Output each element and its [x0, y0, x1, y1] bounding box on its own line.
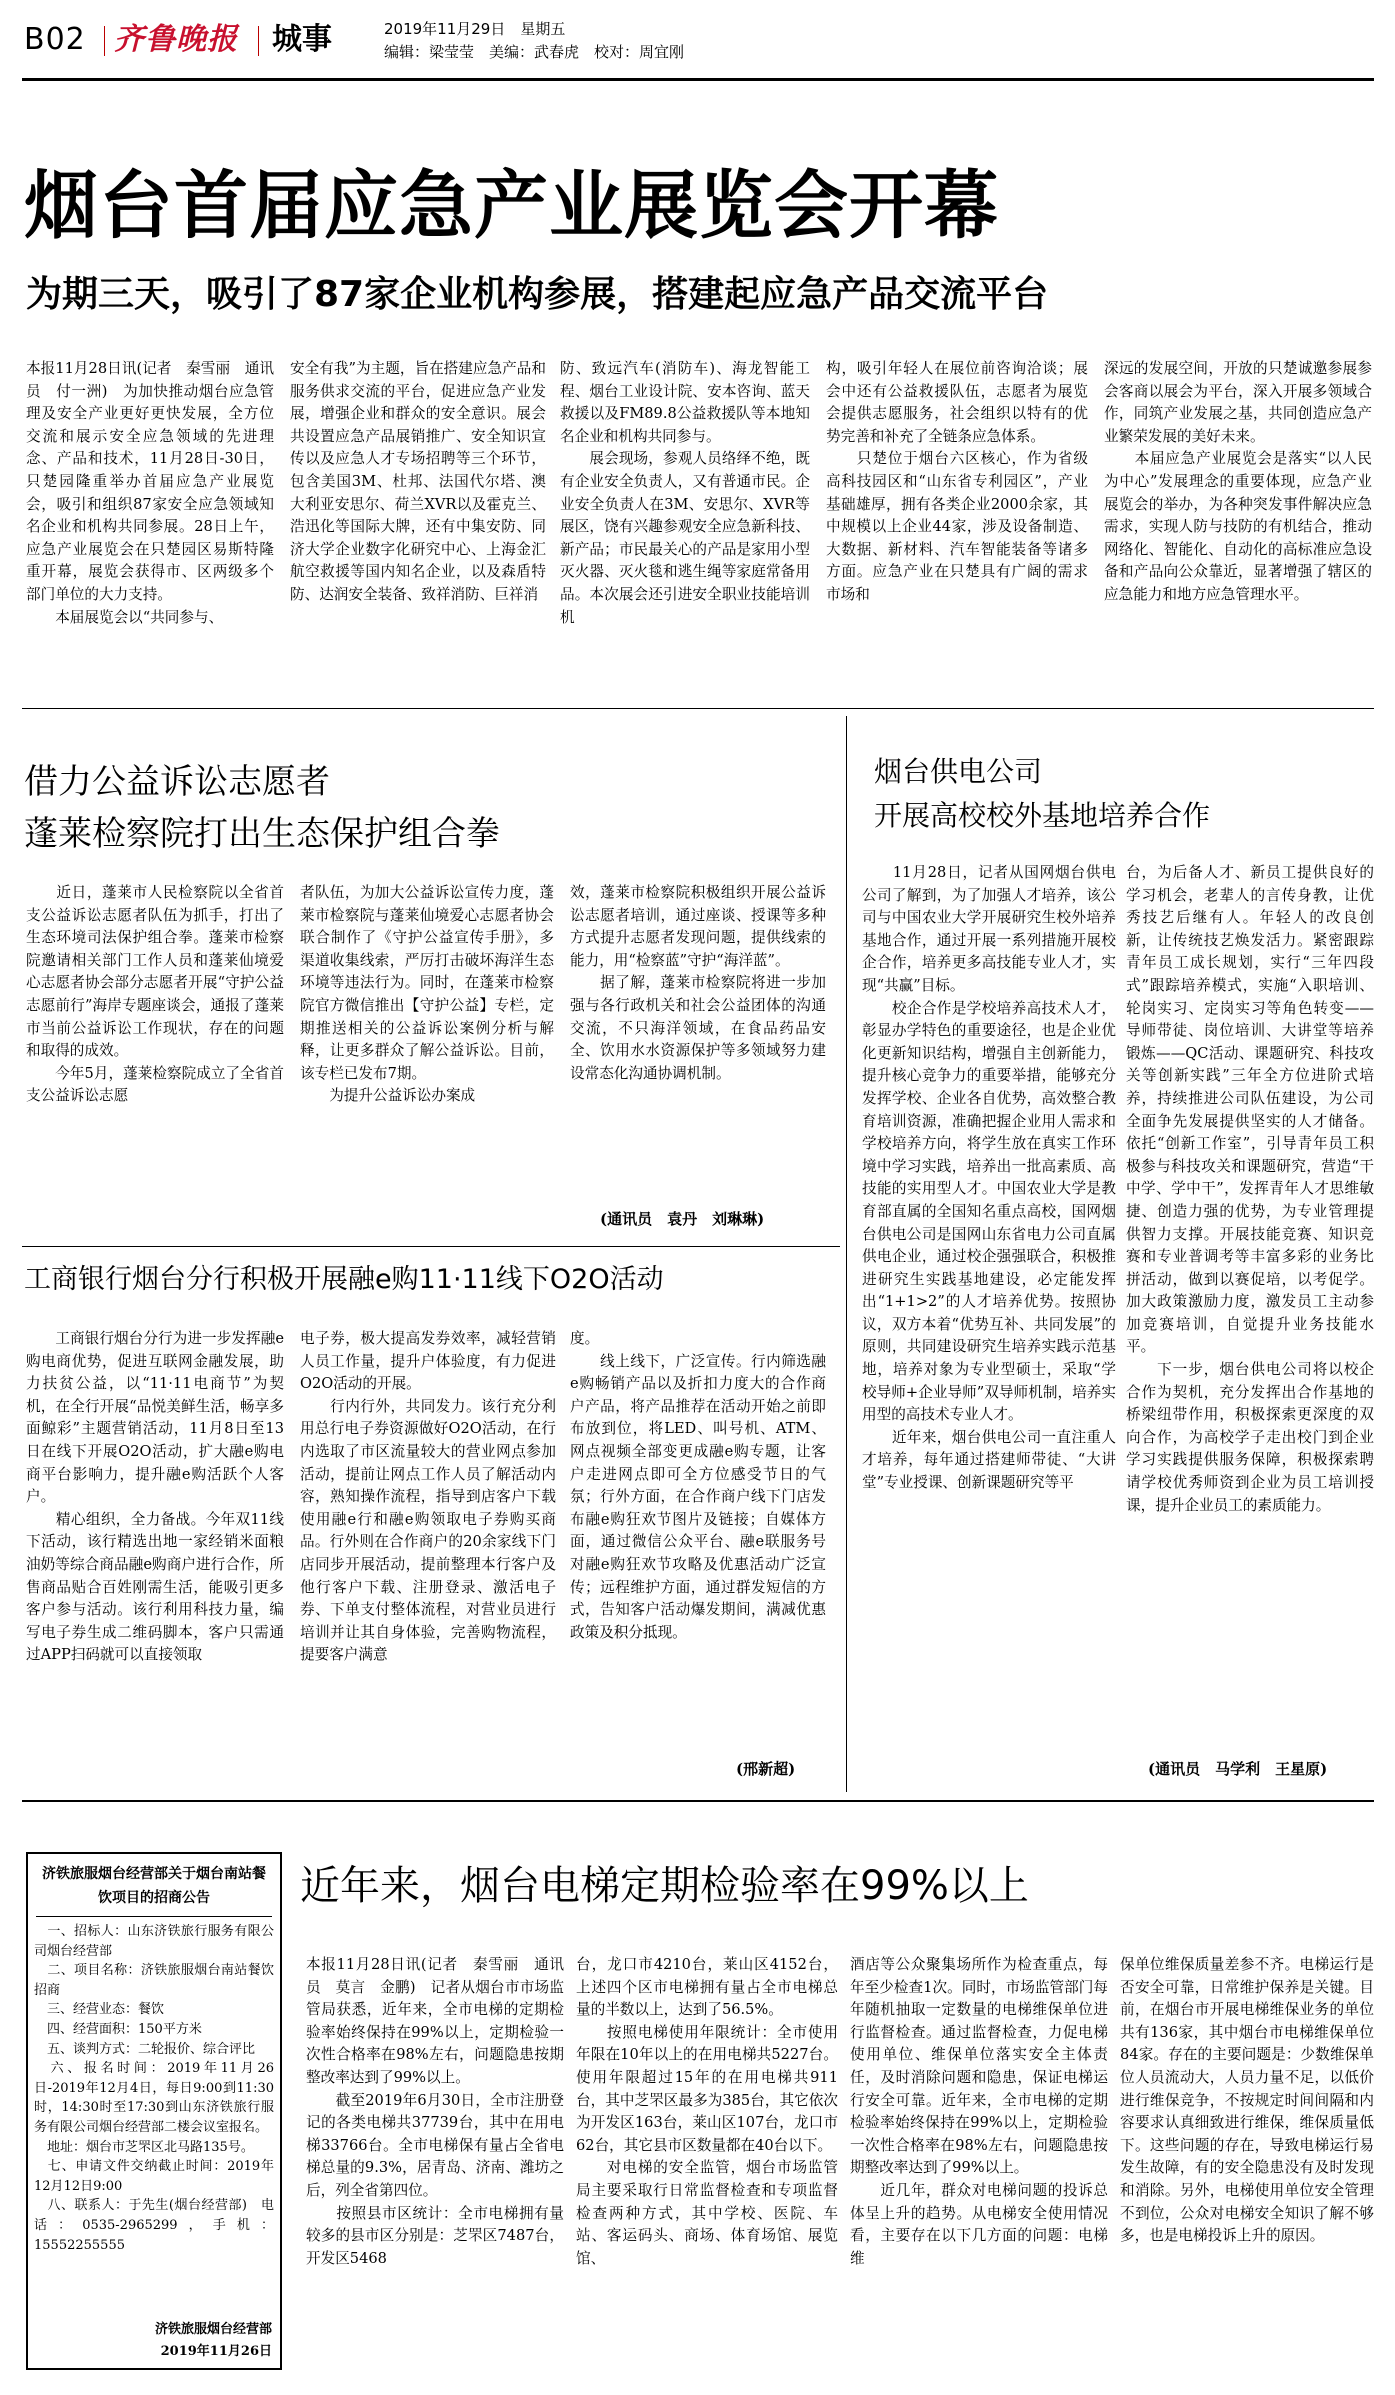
masthead-rule [22, 78, 1374, 81]
section-rule [22, 1800, 1374, 1802]
notice-body: 一、招标人：山东济铁旅行服务有限公司烟台经营部 二、项目名称：济铁旅服烟台南站餐饮招商 三、经营业态：餐饮 四、经营面积：150平方米 五、谈判方式：二轮报价、综合评比 六、报名时间：2019年11月26日-2019年12月4日，每日9:00到11:30时，14:30时至17:30到山东济铁旅行服务有限公司烟台经营部二楼会议室报名。 地址：烟台市芝罘区北马路135号。 七、申请文件交纳截止时间：2019年12月12日9:00 八、联系人：于先生(烟台经营部) 电话：0535-2965299，手机：15552255555 [34, 1924, 274, 2253]
elevator-column-3: 酒店等公众聚集场所作为检查重点，每年至少检查1次。同时，市场监管部门每年随机抽取一定数量的电梯维保单位进行监督检查。通过监督检查，力促电梯使用单位、维保单位落实安全主体责任，及时消除问题和隐患，保证电梯运行安全可靠。近年来，全市电梯的定期检验率始终保持在99%以上，定期检验一次性合格率在98%左右，问题隐患按期整改率达到了99%以上。 近几年，群众对电梯问题的投诉总体呈上升的趋势。从电梯安全使用情况看，主要存在以下几方面的问题：电梯维 [850, 1956, 1108, 2267]
icbc-column-2: 电子券，极大提高发券效率，减轻营销人员工作量，提升户体验度，有力促进O2O活动的开展。 行内行外，共同发力。该行充分利用总行电子券资源做好O2O活动，在行内选取了市区流量较大的营业网点参加活动，提前让网点工作人员了解活动内容，熟知操作流程，指导到店客户下载使用融e行和融e购领取电子券购买商品。行外则在合作商户的20余家线下门店同步开展活动，提前整理本行客户及他行客户下载、注册登录、激活电子券、下单支付整体流程，对营业员进行培训并让其自身体验，完善购物流程，提要客户满意 [300, 1330, 556, 1664]
icbc-column-3: 度。 线上线下，广泛宣传。行内筛选融e购畅销产品以及折扣力度大的合作商户产品，将产品推荐在活动开始之前即布放到位，将LED、叫号机、ATM、网点视频全部变更成融e购专题，让客户走进网点即可全方位感受节日的气氛；行外方面，在合作商户线下门店发布融e购狂欢节图片及链接；自媒体方面，通过微信公众平台、融e联服务号对融e购狂欢节攻略及优惠活动广泛宣传；远程维护方面，通过群发短信的方式，告知客户活动爆发期间，满减优惠政策及积分抵现。 [570, 1330, 826, 1641]
section-name: 城事 [272, 22, 332, 57]
lead-column-1: 本报11月28日讯(记者 秦雪丽 通讯员 付一洲) 为加快推动烟台应急管理及安全产业更好更快发展，全方位交流和展示安全应急领域的先进理念、产品和技术，11月28日-30日，只楚园隆重举办首届应急产业展览会，吸引和组织87家安全应急领域知名企业和机构共同参展。28日上午，应急产业展览会在只楚园区易斯特隆重开幕，展览会获得市、区两级多个部门单位的大力支持。 本届展览会以“共同参与、 [26, 360, 274, 626]
editor-credits: 编辑：梁莹莹 美编：武春虎 校对：周宜刚 [384, 43, 685, 61]
elevator-column-1: 本报11月28日讯(记者 秦雪丽 通讯员 莫言 金鹏) 记者从烟台市市场监管局获悉，近年来，全市电梯的定期检验率始终保持在99%以上，定期检验一次性合格率在98%左右，问题隐患按期整改率达到了99%以上。 截至2019年6月30日，全市注册登记的各类电梯共37739台，其中在用电梯33766台。全市电梯保有量占全省电梯总量的9.3%，居青岛、济南、潍坊之后，列全省第四位。 按照县市区统计：全市电梯拥有量较多的县市区分别是：芝罘区7487台，开发区5468 [306, 1956, 564, 2267]
column-rule [846, 716, 847, 1792]
section-rule [22, 708, 1374, 709]
section-rule [22, 1246, 840, 1247]
penglai-headline-line2: 蓬莱检察院打出生态保护组合拳 [24, 814, 500, 854]
lead-column-2: 安全有我”为主题，旨在搭建应急产品和服务供求交流的平台，促进应急产业发展，增强企业和群众的安全意识。展会共设置应急产品展销推广、安全知识宣传以及应急人才专场招聘等三个环节，包含美国3M、杜邦、法国代尔塔、澳大利亚安思尔、荷兰XVR以及霍克兰、浩迅化等国际大牌，还有中集安防、同济大学企业数字化研究中心、上海金汇航空救援等国内知名企业，以及森盾特防、达润安全装备、致祥消防、巨祥消 [290, 360, 546, 603]
icbc-headline: 工商银行烟台分行积极开展融e购11·11线下O2O活动 [24, 1264, 664, 1295]
page-number: B02 [24, 22, 86, 57]
power-column-2: 台，为后备人才、新员工提供良好的学习机会，老辈人的言传身教，让优秀技艺后继有人。年轻人的改良创新，让传统技艺焕发活力。紧密跟踪青年员工成长规划，实行“三年四段式”跟踪培养模式，实施“入职培训、轮岗实习、定岗实习等角色转变——导师带徒、岗位培训、大讲堂等培养锻炼——QC活动、课题研究、科技攻关等创新实践”三年全方位进阶式培养，持续推进公司队伍建设，为公司全面争先发展提供坚实的人才储备。依托“创新工作室”，引导青年员工积极参与科技攻关和课题研究，营造“干中学、学中干”，发挥青年人才思维敏捷、创造力强的优势，为专业管理提供智力支撑。开展技能竞赛、知识竞赛和专业普调考等丰富多彩的业务比拼活动，做到以赛促培，以考促学。加大政策激励力度，激发员工主动参加竞赛培训，自觉提升业务技能水平。 下一步，烟台供电公司将以校企合作为契机，充分发挥出合作基地的桥梁纽带作用，积极探索更深度的双向合作，为高校学子走出校门到企业学习实践提供服务保障，积极探索聘请学校优秀师资到企业为员工培训授课，提升企业员工的素质能力。 [1126, 864, 1374, 1514]
lead-subheadline: 为期三天，吸引了87家企业机构参展，搭建起应急产品交流平台 [26, 274, 1049, 315]
issue-date: 2019年11月29日 星期五 [384, 20, 566, 38]
power-headline-line1: 烟台供电公司 [874, 755, 1043, 788]
lead-column-4: 构，吸引年轻人在展位前咨询洽谈；展会中还有公益救援队伍，志愿者为展览会提供志愿服务，社会组织以特有的优势完善和补充了全链条应急体系。 只楚位于烟台六区核心，作为省级高科技园区和“山东省专利园区”，产业基础雄厚，拥有各类企业2000余家，其中规模以上企业44家，涉及设备制造、大数据、新材料、汽车智能装备等诸多方面。应急产业在只楚具有广阔的需求市场和 [826, 360, 1088, 603]
penglai-column-1: 近日，蓬莱市人民检察院以全省首支公益诉讼志愿者队伍为抓手，打出了生态环境司法保护组合拳。蓬莱市检察院邀请相关部门工作人员和蓬莱仙境爱心志愿者协会部分志愿者开展“守护公益志愿前行”海岸专题座谈会，通报了蓬莱市当前公益诉讼工作现状，存在的问题和取得的成效。 今年5月，蓬莱检察院成立了全省首支公益诉讼志愿 [26, 884, 284, 1105]
lead-column-5: 深远的发展空间，开放的只楚诚邀参展参会客商以展会为平台，深入开展多领域合作，同筑产业发展之基，共同创造应急产业繁荣发展的美好未来。 本届应急产业展览会是落实“以人民为中心”发展理念的重要体现，应急产业展览会的举办，为各种突发事件解决应急需求，实现人防与技防的有机结合，推动网络化、智能化、自动化的高标准应急设备和产品向公众靠近，显著增强了辖区的应急能力和地方应急管理水平。 [1104, 360, 1372, 603]
penglai-column-2: 者队伍，为加大公益诉讼宣传力度，蓬莱市检察院与蓬莱仙境爱心志愿者协会联合制作了《守护公益宣传手册》，多渠道收集线索，严厉打击破坏海洋生态环境等违法行为。同时，在蓬莱市检察院官方微信推出【守护公益】专栏，定期推送相关的公益诉讼案例分析与解释，让更多群众了解公益诉讼。目前，该专栏已发布7期。 为提升公益诉讼办案成 [300, 884, 554, 1105]
notice-date: 2019年11月26日 [160, 2344, 272, 2359]
penglai-byline: (通讯员 袁丹 刘琳琳) [600, 1210, 765, 1228]
lead-column-3: 防、致远汽车(消防车)、海龙智能工程、烟台工业设计院、安本咨询、蓝天救援以及FM89.8公益救援队等本地知名企业和机构共同参与。 展会现场，参观人员络绎不绝，既有企业安全负责人，又有普通市民。企业安全负责人在3M、安思尔、XVR等展区，饶有兴趣参观安全应急新科技、新产品；市民最关心的产品是家用小型灭火器、灭火毯和逃生绳等家庭常备用品。本次展会还引进安全职业技能培训机 [560, 360, 810, 626]
lead-headline: 烟台首届应急产业展览会开幕 [24, 163, 999, 249]
elevator-column-4: 保单位维保质量差参不齐。电梯运行是否安全可靠，日常维护保养是关键。目前，在烟台市开展电梯维保业务的单位共有136家，其中烟台市电梯维保单位84家。存在的主要问题是：少数维保单位人员流动大，人员力量不足，以低价进行维保竞争，不按规定时间间隔和内容要求认真细致进行维保，维保质量低下。这些问题的存在，导致电梯运行易发生故障，有的安全隐患没有及时发现和消除。另外，电梯使用单位安全管理不到位，公众对电梯安全知识了解不够多，也是电梯投诉上升的原因。 [1120, 1956, 1374, 2245]
penglai-headline-line1: 借力公益诉讼志愿者 [24, 762, 330, 802]
icbc-column-1: 工商银行烟台分行为进一步发挥融e购电商优势，促进互联网金融发展，助力扶贫公益，以“11·11电商节”为契机，在全行开展“品悦美鲜生活，畅享多面鲸彩”主题营销活动，11月8日至13日在线下开展O2O活动，扩大融e购电商平台影响力，提升融e购活跃个人客户。 精心组织，全力备战。今年双11线下活动，该行精选出地一家经销米面粮油奶等综合商品融e购商户进行合作，所售商品贴合百姓刚需生活，能吸引更多客户参与活动。该行利用科技力量，编写电子券生成二维码脚本，客户只需通过APP扫码就可以直接领取 [26, 1330, 284, 1664]
notice-title-rule [36, 1916, 272, 1917]
penglai-column-3: 效，蓬莱市检察院积极组织开展公益诉讼志愿者培训，通过座谈、授课等多种方式提升志愿者发现问题，提供线索的能力，用“检察蓝”守护“海洋蓝”。 据了解，蓬莱市检察院将进一步加强与各行政机关和社会公益团体的沟通交流，不只海洋领域，在食品药品安全、饮用水水资源保护等多领域努力建设常态化沟通协调机制。 [570, 884, 826, 1082]
power-headline-line2: 开展高校校外基地培养合作 [874, 799, 1211, 832]
elevator-column-2: 台，龙口市4210台，莱山区4152台，上述四个区市电梯拥有量占全市电梯总量的半数以上，达到了56.5%。 按照电梯使用年限统计：全市使用年限在10年以上的在用电梯共5227台。使用年限超过15年的在用电梯共911台，其中芝罘区最多为385台，其它依次为开发区163台，莱山区107台，龙口市62台，其它县市区数量都在40台以下。 对电梯的安全监管，烟台市场监管局主要采取行日常监督检查和专项监督检查两种方式，其中学校、医院、车站、客运码头、商场、体育场馆、展览馆、 [576, 1956, 838, 2267]
notice-box [26, 1852, 282, 2370]
elevator-headline: 近年来，烟台电梯定期检验率在99%以上 [300, 1863, 1029, 1909]
notice-title: 济铁旅服烟台经营部关于烟台南站餐饮项目的招商公告 [42, 1866, 266, 1906]
icbc-byline: (邢新超) [736, 1760, 796, 1778]
masthead-divider [104, 26, 105, 56]
paper-logo: 齐鲁晚报 [114, 22, 238, 57]
power-column-1: 11月28日，记者从国网烟台供电公司了解到，为了加强人才培养，该公司与中国农业大学开展研究生校外培养基地合作，通过开展一系列措施开展校企合作，培养更多高技能专业人才，实现“共赢”目标。 校企合作是学校培养高技术人才，彰显办学特色的重要途径，也是企业优化更新知识结构，增强自主创新能力，提升核心竞争力的重要举措，能够充分发挥学校、企业各自优势，高效整合教育培训资源，准确把握企业用人需求和学校培养方向，将学生放在真实工作环境中学习实践，培养出一批高素质、高技能的实用型人才。中国农业大学是教育部直属的全国知名重点高校，国网烟台供电公司是国网山东省电力公司直属供电企业，通过校企强强联合，积极推进研究生实践基地建设，必定能发挥出“1+1>2”的人才培养优势。按照协议，双方本着“优势互补、共同发展”的原则，共同建设研究生培养实践示范基地，培养对象为专业型硕士，采取“学校导师+企业导师”双导师机制，培养实用型的高技术专业人才。 近年来，烟台供电公司一直注重人才培养，每年通过搭建师带徒、“大讲堂”专业授课、创新课题研究等平 [862, 864, 1116, 1492]
power-byline: (通讯员 马学利 王星原) [1148, 1760, 1328, 1778]
notice-signature: 济铁旅服烟台经营部 [154, 2322, 272, 2337]
masthead-divider [258, 26, 259, 56]
